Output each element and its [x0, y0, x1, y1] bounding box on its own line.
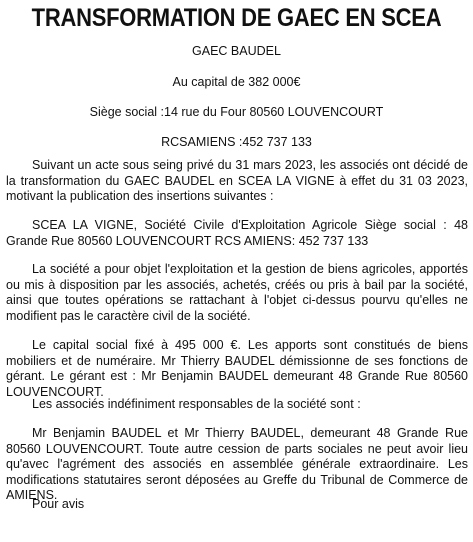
paragraph-purpose: La société a pour objet l'exploitation et la gestion de biens agricoles, apportés ou mis à disposition par les associés, achetés, créés ou pris à bail par la société, ainsi que toutes opérations se rattachant à l'objet ci-dessus pourvu qu'elles ne modifient pas le caractère civil de la société. — [6, 262, 468, 323]
company-capital: Au capital de 382 000€ — [172, 75, 301, 89]
paragraph-new-company: SCEA LA VIGNE, Société Civile d'Exploitation Agricole Siège social : 48 Grande Rue 80560 LOUVENCOURT RCS AMIENS: 452 737 133 — [6, 218, 468, 248]
paragraph-closing: Pour avis — [32, 497, 85, 511]
company-name: GAEC BAUDEL — [192, 44, 281, 58]
company-rcs: RCSAMIENS :452 737 133 — [161, 135, 312, 149]
paragraph-partners: Mr Benjamin BAUDEL et Mr Thierry BAUDEL, demeurant 48 Grande Rue 80560 LOUVENCOURT. Toute autre cession de parts sociales ne peut avoir lieu qu'avec l'agrément des associés en assemblée générale extraordinaire. Les modifications statutaires seront déposées au Greffe du Tribunal de Commerce de AMIENS. — [6, 426, 468, 503]
paragraph-transformation: Suivant un acte sous seing privé du 31 mars 2023, les associés ont décidé de la transformation du GAEC BAUDEL en SCEA LA VIGNE à effet du 31 03 2023, motivant la publication des insertions suivantes : — [6, 158, 468, 204]
company-head-office: Siège social :14 rue du Four 80560 LOUVENCOURT — [89, 105, 384, 119]
notice-title: TRANSFORMATION DE GAEC EN SCEA — [31, 4, 442, 32]
paragraph-capital-manager: Le capital social fixé à 495 000 €. Les apports sont constitués de biens mobiliers et de numéraire. Mr Thierry BAUDEL démissionne de ses fonctions de gérant. Le gérant est : Mr Benjamin BAUDEL demeurant 48 Grande Rue 80560 LOUVENCOURT. — [6, 338, 468, 399]
paragraph-partners-heading: Les associés indéfiniment responsables de la société sont : — [32, 397, 361, 411]
